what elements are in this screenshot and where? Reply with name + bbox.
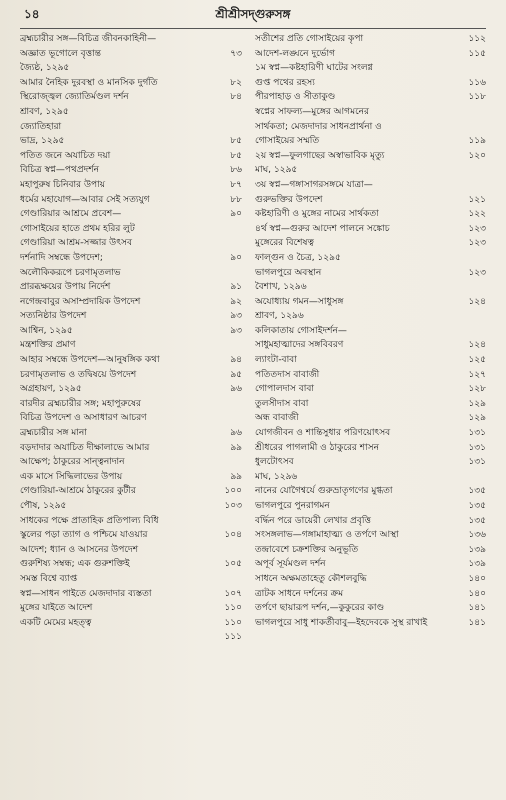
toc-entry bbox=[20, 470, 242, 485]
toc-entry-title: ২য় স্বপ্ন—ফুলগাছের অস্বাভাবিক মৃত্যু bbox=[255, 150, 385, 161]
toc-entry bbox=[255, 295, 486, 310]
toc-entry-page: ৯৯ bbox=[230, 471, 242, 482]
toc-entry bbox=[20, 309, 242, 324]
toc-entry-page: ১০৫ bbox=[224, 559, 242, 570]
toc-entry bbox=[255, 441, 486, 456]
toc-entry bbox=[20, 353, 242, 368]
toc-entry-title: মুঙ্গের যাইতে আদেশ bbox=[20, 603, 93, 614]
toc-entry bbox=[255, 280, 486, 295]
toc-entry-page: ১২৯ bbox=[468, 413, 486, 424]
toc-entry-title: অলৌকিকরূপে চরণামৃতলাভ bbox=[20, 267, 121, 278]
toc-entry-page: ১২৭ bbox=[468, 369, 486, 380]
toc-entry bbox=[255, 455, 486, 470]
toc-entry-page: ১৩৯ bbox=[468, 544, 486, 555]
toc-entry bbox=[20, 295, 242, 310]
toc-entry-title: ত্রাটক সাধনে দর্শনের ক্রম bbox=[255, 588, 344, 599]
toc-entry-title: তন্দ্রাবেশে চক্রশক্তির অনুভূতি bbox=[255, 544, 359, 555]
toc-entry bbox=[20, 280, 242, 295]
toc-entry-page: ১০৩ bbox=[224, 501, 242, 511]
toc-entry-title: তুলসীদাস বাবা bbox=[255, 398, 309, 409]
toc-entry-title: শ্রাবণ, ১২৯৫ bbox=[20, 106, 69, 117]
toc-entry-page: ৮৫ bbox=[230, 150, 242, 161]
toc-entry bbox=[20, 426, 242, 441]
toc-entry-title: গেণ্ডারিয়া আশ্রম-সজ্জার উৎসব bbox=[20, 238, 132, 249]
toc-entry-title: গুপ্ত পথের রহস্য bbox=[255, 77, 315, 88]
toc-entry-title: জ্যোতিহারা bbox=[20, 121, 62, 132]
toc-entry bbox=[255, 207, 486, 222]
toc-entry-title: আদেশ-লঙ্ঘনে দুর্ভোগ bbox=[255, 48, 335, 59]
toc-entry-title: ব্রহ্মচারীর সঙ্গ মানা bbox=[20, 428, 87, 439]
toc-entry bbox=[20, 90, 242, 105]
toc-entry-title: জ্যৈষ্ঠ, ১২৯৫ bbox=[20, 63, 70, 74]
toc-entry bbox=[20, 61, 242, 76]
toc-entry bbox=[255, 120, 486, 135]
toc-entry-title: নগেন্দ্রবাবুর অসাম্প্রদায়িক উপদেশ bbox=[20, 296, 141, 307]
toc-entry-title: ১ম স্বপ্ন—কষ্টহারিণী ঘাটের সংলগ্ন bbox=[255, 63, 373, 74]
toc-entry bbox=[20, 528, 242, 543]
toc-entry-title: স্বপ্ন—সাধন পাইতে মেজদাদার ব্যস্ততা bbox=[20, 588, 152, 599]
toc-entry bbox=[255, 411, 486, 426]
toc-entry bbox=[20, 163, 242, 178]
toc-entry-page: ১৩৬ bbox=[468, 530, 486, 541]
toc-entry-title: আদেশ; ধ্যান ও আসনের উপদেশ bbox=[20, 544, 139, 555]
toc-entry-page: ৮৭ bbox=[230, 179, 242, 190]
toc-entry-page: ১৪০ bbox=[468, 573, 486, 584]
toc-entry-page: ৯২ bbox=[230, 296, 242, 307]
toc-entry bbox=[255, 572, 486, 587]
toc-entry-title: সংসঙ্গলাভ—গঙ্গামাহাত্ম্য ও তর্পণে আস্থা bbox=[255, 530, 399, 541]
toc-entry-title: তর্পণে ছায়ারূপ দর্শন,—কুকুরের কাণ্ড bbox=[255, 603, 385, 614]
toc-entry-title: ল্যাংটা-বাবা bbox=[255, 355, 297, 366]
toc-entry bbox=[20, 207, 242, 222]
toc-entry bbox=[255, 149, 486, 164]
toc-entry-page: ১১৫ bbox=[468, 48, 486, 59]
toc-entry bbox=[255, 543, 486, 558]
toc-entry-title: দর্শনাদি সম্বন্ধে উপদেশ; bbox=[20, 252, 103, 263]
toc-entry bbox=[20, 266, 242, 281]
toc-entry-title: ফাল্গুন ও চৈত্র, ১২৯৫ bbox=[255, 252, 341, 263]
toc-entry-title: ব্রহ্মচারীর সঙ্গ—বিচিত্র জীবনকাহিনী— bbox=[20, 34, 157, 44]
toc-entry-title: অযোধ্যায় গমন—সাধুসঙ্গ bbox=[255, 296, 344, 307]
toc-entry-page: ১১০ bbox=[224, 617, 242, 628]
toc-entry-page: ১৩১ bbox=[468, 428, 486, 439]
toc-entry-page: ১২৮ bbox=[468, 384, 486, 395]
toc-entry-page: ৯০ bbox=[230, 209, 242, 220]
toc-entry-page: ৮৫ bbox=[230, 136, 242, 147]
toc-entry bbox=[20, 338, 242, 353]
toc-entry bbox=[255, 105, 486, 120]
toc-entry-page: ৭৩ bbox=[230, 48, 242, 59]
toc-entry-title: মুঙ্গেরের বিশেষত্ব bbox=[255, 238, 314, 249]
toc-entry-title: কষ্টহারিণী ও মুঙ্গের নামের সার্থকতা bbox=[255, 209, 379, 220]
toc-entry-page: ৯০ bbox=[230, 252, 242, 263]
toc-entry bbox=[20, 382, 242, 397]
toc-entry-page: ১২৫ bbox=[468, 355, 486, 366]
toc-entry-page: ১২৯ bbox=[468, 398, 486, 409]
toc-entry bbox=[20, 630, 242, 645]
toc-entry-page: ১১৬ bbox=[468, 77, 486, 88]
toc-entry-title: গোসাইয়ের হাতে প্রথম হরির লুট bbox=[20, 223, 135, 234]
toc-entry-page: ১৩৯ bbox=[468, 559, 486, 570]
toc-entry-page: ১০৭ bbox=[224, 588, 242, 599]
toc-entry bbox=[20, 499, 242, 514]
toc-entry-title: অপূর্ব সূর্যমণ্ডল দর্শন bbox=[255, 559, 326, 570]
toc-entry-page: ১১৯ bbox=[468, 136, 486, 147]
toc-entry-title: সাধকের পক্ষে প্রাতাহিক প্রতিপাল্য বিধি bbox=[20, 515, 159, 526]
toc-entry bbox=[20, 120, 242, 135]
toc-entry-page: ৮২ bbox=[230, 77, 242, 88]
toc-entry-title: সার্থকতা; মেজদাদার সাধনপ্রার্থনা ও bbox=[255, 121, 382, 132]
toc-entry-title: বড়দাদার অযাচিত দীক্ষালাভে আমার bbox=[20, 442, 150, 453]
page-number: ১৪ bbox=[24, 7, 40, 21]
toc-entry bbox=[255, 353, 486, 368]
toc-entry-page: ৯৫ bbox=[230, 369, 242, 380]
toc-entry-title: শ্রীধরের পাগলামী ও ঠাকুরের শাসন bbox=[255, 442, 379, 453]
toc-entry-title: আহার সম্বন্ধে উপদেশ—আনুষঙ্গিক কথা bbox=[20, 355, 160, 366]
toc-entry-page: ৯৬ bbox=[230, 384, 242, 395]
toc-entry bbox=[20, 193, 242, 208]
toc-entry bbox=[255, 557, 486, 572]
toc-entry bbox=[255, 601, 486, 616]
toc-entry bbox=[20, 455, 242, 470]
toc-entry bbox=[255, 251, 486, 266]
toc-entry-title: আশ্বিন, ১২৯৫ bbox=[20, 325, 73, 336]
toc-entry-page: ১২০ bbox=[468, 150, 486, 161]
toc-entry-title: সতীশের প্রতি গোসাইয়ের কৃপা bbox=[255, 34, 364, 44]
toc-entry-page: ১১৮ bbox=[468, 92, 486, 103]
toc-entry-title: গুরুশিষ্য সম্বন্ধ; এক গুরুশক্তিই bbox=[20, 559, 130, 570]
toc-entry-title: ৪র্থ স্বপ্ন—গুরুর আদেশ পালনে সঙ্কোচ bbox=[255, 223, 390, 234]
toc-entry-page: ১১২ bbox=[468, 34, 486, 44]
toc-entry-page: ৯৩ bbox=[230, 311, 242, 322]
toc-entry-title: ধুলটোৎসব bbox=[255, 457, 294, 468]
toc-entry-title: বর্দ্ধিন পরে ডায়েরী লেখার প্রবৃত্তি bbox=[255, 515, 371, 526]
toc-entry bbox=[255, 47, 486, 62]
toc-entry-title: স্বপ্নের সাফল্য—মুঙ্গের আগমনের bbox=[255, 106, 370, 117]
toc-entry bbox=[255, 382, 486, 397]
toc-entry-title: ৩য় স্বপ্ন—গঙ্গাসাগরসঙ্গমে যাত্রা— bbox=[255, 179, 373, 190]
toc-entry bbox=[255, 587, 486, 602]
toc-entry bbox=[20, 397, 242, 412]
toc-entry-page: ১৩১ bbox=[468, 442, 486, 453]
toc-entry bbox=[20, 572, 242, 587]
toc-entry-page: ১৩৫ bbox=[468, 486, 486, 497]
toc-entry bbox=[20, 134, 242, 149]
toc-entry bbox=[255, 426, 486, 441]
toc-entry-title: যোগজীবন ও শান্তিসুধার পরিণয়োৎসব bbox=[255, 428, 391, 439]
toc-entry bbox=[255, 528, 486, 543]
toc-entry bbox=[255, 484, 486, 499]
toc-entry bbox=[255, 163, 486, 178]
toc-entry-title: গোপালদাস বাবা bbox=[255, 384, 314, 395]
toc-entry-page: ১৪০ bbox=[468, 588, 486, 599]
toc-entry bbox=[255, 309, 486, 324]
toc-entry-page: ৮৪ bbox=[230, 92, 242, 103]
toc-entry-title: ধর্মের মহাযোগ—আবার সেই সত্যযুগ bbox=[20, 194, 150, 205]
toc-entry-page: ১২৩ bbox=[468, 267, 486, 278]
toc-entry-page: ১৪১ bbox=[468, 617, 486, 628]
toc-entry-page: ১৩৫ bbox=[468, 501, 486, 511]
toc-entry-title: পীরপাহাড় ও সীতাকুণ্ড bbox=[255, 92, 336, 103]
toc-entry-title: বারদীর ব্রহ্মচারীর সঙ্গ; মহাপুরুষের bbox=[20, 398, 141, 409]
toc-entry-title: প্রারব্ধক্ষয়ের উপায় নির্দেশ bbox=[20, 282, 111, 293]
toc-entry bbox=[20, 32, 242, 47]
toc-entry-title: পতিতদাস বাবাজী bbox=[255, 369, 320, 380]
toc-entry bbox=[20, 514, 242, 529]
toc-entry bbox=[255, 61, 486, 76]
toc-entry-title: গুরুভক্তির উপদেশ bbox=[255, 194, 323, 205]
toc-entry-title: ভাগলপুরে পুনরাগমন bbox=[255, 501, 330, 511]
toc-entry-page: ১৩১ bbox=[468, 457, 486, 468]
toc-entry-page: ১২৩ bbox=[468, 223, 486, 234]
toc-entry bbox=[255, 470, 486, 485]
running-title: শ্রীশ্রীসদ্‌গুরুসঙ্গ bbox=[215, 7, 291, 21]
toc-entry-page: ১২৪ bbox=[468, 296, 486, 307]
toc-entry bbox=[255, 338, 486, 353]
toc-entry-title: বিচিত্র উপদেশ ও অসাধারণ আচরণ bbox=[20, 413, 147, 424]
toc-entry-title: গেণ্ডারিয়া-আশ্রমে ঠাকুরের কুটীর bbox=[20, 486, 136, 497]
toc-entry-title: সাধুমহাত্মাদের সঙ্গবিবরণ bbox=[255, 340, 344, 351]
toc-entry-page: ১২১ bbox=[468, 194, 486, 205]
toc-entry-title: একটি মেমের মহত্ত্ব bbox=[20, 617, 92, 628]
toc-entry-title: স্কুলের পড়া ত্যাগ ও পশ্চিমে যাওয়ার bbox=[20, 530, 148, 541]
toc-entry-title: চরণামৃতলাভ ও তদ্বিষয়ে উপদেশ bbox=[20, 369, 137, 380]
toc-entry-page: ৯৪ bbox=[230, 355, 242, 366]
toc-entry-page: ১১১ bbox=[224, 632, 242, 643]
toc-entry bbox=[20, 368, 242, 383]
toc-entry bbox=[255, 32, 486, 47]
toc-entry-title: আমার নৈহিক দুরবস্থা ও মানসিক দুর্গতি bbox=[20, 77, 158, 88]
toc-entry-page: ৮৬ bbox=[230, 165, 242, 176]
toc-entry-title: নানের যোগৈশ্বর্যে গুরুভ্রাতৃগণের মুগ্ধতা bbox=[255, 486, 393, 497]
toc-entry-title: সত্যনিষ্ঠার উপদেশ bbox=[20, 311, 87, 322]
toc-entry-page: ১১০ bbox=[224, 603, 242, 614]
toc-entry-title: অজ্ঞাত ভূগোলে বৃত্তান্ত bbox=[20, 48, 101, 59]
toc-entry-title: অগ্রহায়ণ, ১২৯৫ bbox=[20, 384, 82, 395]
toc-entry-title: বৈশাখ, ১২৯৬ bbox=[255, 282, 307, 293]
toc-entry-page: ১০৪ bbox=[224, 530, 242, 541]
page-header bbox=[0, 4, 506, 26]
toc-entry-title: গোসাইয়ের সম্মতি bbox=[255, 136, 320, 147]
toc-entry bbox=[255, 193, 486, 208]
toc-entry bbox=[20, 47, 242, 62]
toc-entry bbox=[255, 499, 486, 514]
toc-entry bbox=[255, 514, 486, 529]
toc-entry bbox=[20, 484, 242, 499]
toc-entry bbox=[20, 178, 242, 193]
toc-entry-title: ভাদ্র, ১২৯৫ bbox=[20, 136, 65, 147]
toc-entry-title: অন্ধ বাবাজী bbox=[255, 413, 299, 424]
toc-entry bbox=[20, 441, 242, 456]
toc-entry-page: ১৩৫ bbox=[468, 515, 486, 526]
toc-entry-title: মাঘ, ১২৯৫ bbox=[255, 165, 298, 176]
toc-entry bbox=[255, 90, 486, 105]
toc-right-column bbox=[255, 32, 486, 797]
toc-entry bbox=[255, 266, 486, 281]
toc-entry bbox=[255, 236, 486, 251]
toc-entry-page: ১০০ bbox=[224, 486, 242, 497]
toc-entry-title: পৌষ, ১২৯৫ bbox=[20, 501, 67, 511]
toc-entry-page: ৯১ bbox=[230, 282, 242, 293]
toc-entry-title: বিচিত্র স্বপ্ন—পথপ্রদর্শন bbox=[20, 165, 99, 176]
toc-entry-title: আক্ষেপ; ঠাকুরের সান্ত্বনাদান bbox=[20, 457, 125, 468]
toc-entry bbox=[20, 411, 242, 426]
toc-entry-title: শ্রাবণ, ১২৯৬ bbox=[255, 311, 304, 322]
toc-entry bbox=[20, 324, 242, 339]
toc-entry-page: ১২৩ bbox=[468, 238, 486, 249]
toc-entry bbox=[20, 543, 242, 558]
toc-entry-title: মহাপুরুষ চিনিবার উপায় bbox=[20, 179, 106, 190]
toc-entry-title: কলিকাতায় গোসাইদর্শন— bbox=[255, 325, 347, 336]
toc-entry-page: ৯৬ bbox=[230, 428, 242, 439]
toc-entry-page: ৮৮ bbox=[230, 194, 242, 205]
toc-entry-page: ১২৪ bbox=[468, 340, 486, 351]
toc-entry-title: গেণ্ডারিয়ার আশ্রমে প্রবেশ— bbox=[20, 209, 122, 220]
toc-entry bbox=[255, 616, 486, 631]
toc-entry-page: ১৪১ bbox=[468, 603, 486, 614]
toc-entry bbox=[255, 178, 486, 193]
toc-entry-page: ৯৯ bbox=[230, 442, 242, 453]
toc-entry bbox=[20, 222, 242, 237]
toc-entry bbox=[255, 324, 486, 339]
toc-entry-title: মন্ত্রশক্তির প্রমাণ bbox=[20, 340, 76, 351]
toc-entry bbox=[20, 149, 242, 164]
toc-entry bbox=[20, 616, 242, 631]
toc-entry bbox=[255, 222, 486, 237]
toc-left-column bbox=[20, 32, 242, 797]
toc-entry-title: সাধনে অক্ষমতাহেতু কৌশলবুদ্ধি bbox=[255, 573, 367, 584]
toc-entry-page: ১২২ bbox=[468, 209, 486, 220]
toc-entry bbox=[255, 368, 486, 383]
toc-entry-title: ভাগলপুরে অবস্থান bbox=[255, 267, 322, 278]
toc-entry-title: ভাগলপুরে সাধু শাকর্তীবাবু—ইহদেবকে সুস্থ রাখাই bbox=[255, 617, 428, 628]
toc-entry-title: সমস্ত বিশ্বে ব্যাপ্ত bbox=[20, 573, 78, 584]
toc-entry-title: এক মাসে সিদ্ধিলাভের উপায় bbox=[20, 471, 123, 482]
toc-entry bbox=[20, 587, 242, 602]
toc-entry bbox=[20, 236, 242, 251]
header-rule bbox=[20, 28, 486, 29]
toc-entry bbox=[255, 134, 486, 149]
toc-entry bbox=[20, 557, 242, 572]
toc-entry bbox=[20, 105, 242, 120]
toc-entry bbox=[255, 397, 486, 412]
toc-entry-title: পতিত জনে অযাচিত দয়া bbox=[20, 150, 111, 161]
toc-entry bbox=[255, 76, 486, 91]
toc-entry bbox=[20, 601, 242, 616]
toc-entry bbox=[20, 76, 242, 91]
toc-entry-title: মাঘ, ১২৯৬ bbox=[255, 471, 298, 482]
toc-entry bbox=[20, 251, 242, 266]
toc-entry-page: ৯৩ bbox=[230, 325, 242, 336]
toc-entry-title: স্থিরোজ্জ্বল জ্যোতির্মণ্ডল দর্শন bbox=[20, 92, 129, 103]
